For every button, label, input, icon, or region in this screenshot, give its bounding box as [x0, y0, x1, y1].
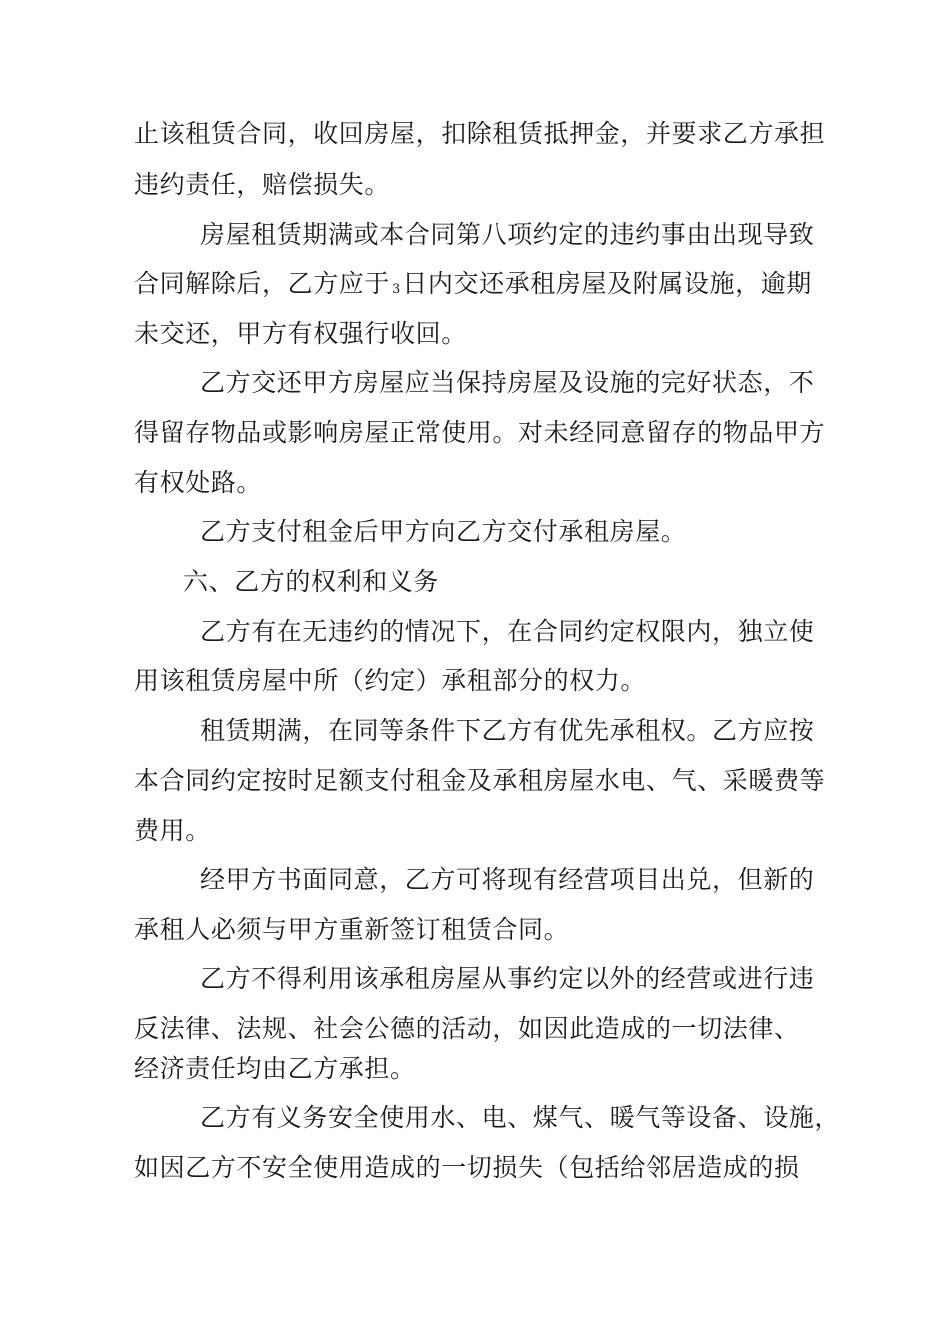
text-line: 止该租赁合同，收回房屋，扣除租赁抵押金，并要求乙方承担: [134, 119, 826, 148]
text-line: 乙方有在无违约的情况下，在合同约定权限内，独立使: [200, 617, 815, 646]
text-line: 反法律、法规、社会公德的活动，如因此造成的一切法律、: [134, 1014, 800, 1043]
text-line: 房屋租赁期满或本合同第八项约定的违约事由出现导致: [200, 220, 815, 249]
text-line: 本合同约定按时足额支付租金及承租房屋水电、气、采暖费等: [134, 766, 826, 795]
text-line: 得留存物品或影响房屋正常使用。对未经同意留存的物品甲方: [134, 418, 826, 447]
text-line: 如因乙方不安全使用造成的一切损失（包括给邻居造成的损: [134, 1153, 800, 1182]
text-line: [134, 268, 812, 300]
text-line: 乙方不得利用该承租房屋从事约定以外的经营或进行违: [200, 964, 815, 993]
text-line: 租赁期满，在同等条件下乙方有优先承租权。乙方应按: [200, 716, 815, 745]
text-line: 乙方交还甲方房屋应当保持房屋及设施的完好状态，不: [200, 368, 815, 397]
text-line: 承租人必须与甲方重新签订租赁合同。: [134, 915, 570, 944]
text-line: 乙方支付租金后甲方向乙方交付承租房屋。: [200, 517, 687, 546]
day-count: 3: [392, 282, 401, 297]
text-line: 费用。: [134, 816, 211, 845]
text-segment: 合同解除后，乙方应于: [134, 269, 391, 298]
text-segment: 日内交还承租房屋及附属设施，逾期: [402, 269, 812, 298]
text-line: 有权处路。: [134, 468, 263, 497]
text-line: 违约责任，赔偿损失。: [134, 170, 391, 199]
text-line: 未交还，甲方有权强行收回。: [134, 319, 467, 348]
text-line: 经济责任均由乙方承担。: [134, 1054, 416, 1083]
text-line: 乙方有义务安全使用水、电、煤气、暖气等设备、设施，: [200, 1103, 841, 1132]
text-line: 经甲方书面同意，乙方可将现有经营项目出兑，但新的: [200, 865, 815, 894]
section-heading: 六、乙方的权利和义务: [183, 567, 440, 596]
text-line: 用该租赁房屋中所（约定）承租部分的权力。: [134, 666, 647, 695]
